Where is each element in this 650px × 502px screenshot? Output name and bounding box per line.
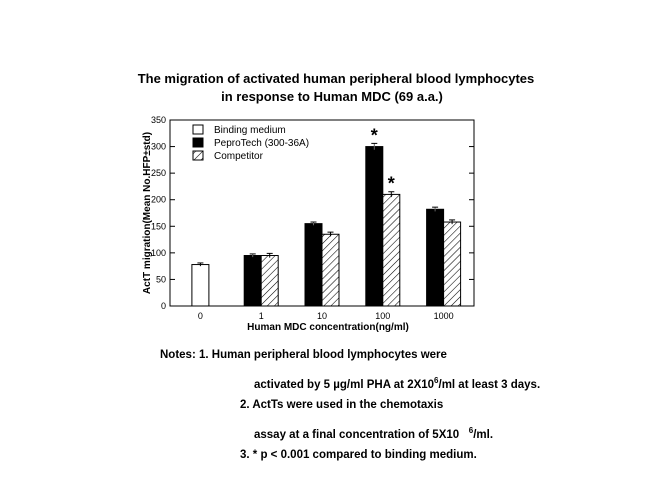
x-tick-label: 1 <box>258 311 264 321</box>
legend-label-competitor: Competitor <box>214 151 263 162</box>
legend <box>193 125 309 162</box>
significance-star: * <box>387 173 395 194</box>
x-tick-label: 1000 <box>433 311 454 321</box>
note-text: /ml at least 3 days. <box>438 378 541 391</box>
legend-swatch-binding-medium <box>193 125 203 134</box>
legend-label-binding-medium: Binding medium <box>214 125 286 136</box>
note-line-4 <box>160 421 580 445</box>
legend-label-peprotech: PeproTech (300-36A) <box>214 138 310 149</box>
bar-black-1000 <box>427 209 444 306</box>
chart-title-line-1: The migration of activated human peripheral blood lymphocytes <box>137 71 535 86</box>
chart-title-line-2: in response to Human MDC (69 a.a.) <box>221 89 443 104</box>
note-text: 3. * p < 0.001 compared to binding medium. <box>240 448 477 461</box>
note-superscript: 6 <box>434 376 439 385</box>
bar-hatched-10 <box>322 234 339 306</box>
note-text: activated by 5 µg/ml PHA at 2X10 <box>254 378 435 391</box>
significance-star: * <box>370 125 378 146</box>
x-axis-label: Human MDC concentration(ng/ml) <box>247 322 409 333</box>
x-tick-label: 10 <box>316 311 328 321</box>
bar-white-0 <box>192 265 209 306</box>
bars-group <box>192 147 461 306</box>
legend-swatch-peprotech <box>193 138 203 147</box>
note-text: assay at a final concentration of 5X10 <box>254 428 460 441</box>
notes-block <box>160 345 580 465</box>
y-tick-label: 150 <box>150 221 166 232</box>
y-axis-label: ActT migration(Mean No.HFP±std) <box>142 131 153 295</box>
y-tick-label: 200 <box>150 194 166 205</box>
bar-hatched-1000 <box>444 222 461 306</box>
bar-black-1 <box>244 256 261 306</box>
note-line-3 <box>160 395 580 415</box>
note-text: 2. ActTs were used in the chemotaxis <box>240 398 444 411</box>
note-text: Notes: 1. Human peripheral blood lymphocytes were <box>160 349 447 361</box>
y-tick-label: 100 <box>150 247 166 258</box>
y-tick-label: 350 <box>150 115 166 125</box>
note-line-5 <box>160 445 580 465</box>
x-tick-label: 100 <box>375 311 391 321</box>
y-tick-label: 300 <box>150 141 166 152</box>
x-tick-label: 0 <box>197 311 203 321</box>
bar-black-10 <box>305 224 322 306</box>
y-tick-label: 0 <box>160 301 166 311</box>
note-superscript: 6 <box>468 425 474 435</box>
note-text: /ml. <box>473 428 494 441</box>
y-tick-label: 250 <box>150 168 166 179</box>
legend-swatch-competitor <box>193 151 203 160</box>
bar-hatched-100 <box>383 194 400 306</box>
note-line-2 <box>160 371 580 395</box>
y-tick-label: 50 <box>155 274 166 285</box>
note-line-1 <box>160 345 580 365</box>
bar-black-100 <box>366 147 383 306</box>
bar-hatched-1 <box>261 256 278 306</box>
